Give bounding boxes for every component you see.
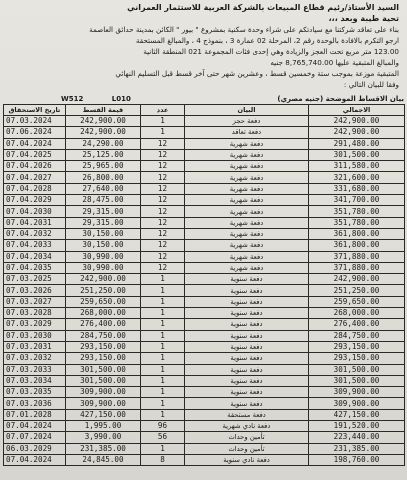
cell-total: 301,500.00 [309, 149, 405, 160]
cell-date: 07.04.2033 [4, 240, 66, 251]
cell-date: 07.04.2024 [4, 421, 66, 432]
cell-value: 1,995.00 [66, 421, 141, 432]
table-row [4, 240, 405, 251]
cell-count: 12 [141, 217, 185, 228]
body-line-2: ارجو التكرم بالافادة بالوحدة رقم 2، المرحلة 02 عمارة 3 ، بنموذج 4 ، والمبالغ المستحقة [135, 36, 399, 45]
cell-total: 309,900.00 [309, 398, 405, 409]
cell-count: 1 [141, 127, 185, 138]
cell-value: 24,290.00 [66, 138, 141, 149]
installments-table-section [3, 95, 404, 466]
table-row [4, 319, 405, 330]
cell-desc: دفعة شهرية [185, 262, 309, 273]
cell-count: 12 [141, 138, 185, 149]
cell-value: 26,800.00 [66, 172, 141, 183]
cell-total: 284,750.00 [309, 330, 405, 341]
cell-value: 251,250.00 [66, 285, 141, 296]
cell-count: 12 [141, 228, 185, 239]
cell-count: 12 [141, 251, 185, 262]
cell-date: 07.04.2027 [4, 172, 66, 183]
cell-date: 07.03.2028 [4, 308, 66, 319]
cell-value: 28,475.00 [66, 195, 141, 206]
cell-date: 07.04.2032 [4, 228, 66, 239]
cell-desc: دفعة سنوية [185, 341, 309, 352]
col-header-date: تاريخ الاستحقاق [4, 105, 66, 116]
table-row [4, 217, 405, 228]
cell-date: 07.07.2024 [4, 432, 66, 443]
cell-total: 371,880.00 [309, 262, 405, 273]
table-row [4, 454, 405, 465]
cell-desc: دفعة مستحقة [185, 409, 309, 420]
cell-total: 309,900.00 [309, 387, 405, 398]
cell-value: 427,150.00 [66, 409, 141, 420]
cell-value: 25,965.00 [66, 161, 141, 172]
cell-date: 07.03.2034 [4, 375, 66, 386]
table-row [4, 195, 405, 206]
cell-value: 276,400.00 [66, 319, 141, 330]
cell-value: 309,900.00 [66, 398, 141, 409]
cell-desc: دفعة سنوية [185, 375, 309, 386]
cell-date: 07.04.2028 [4, 183, 66, 194]
table-row [4, 432, 405, 443]
table-row [4, 251, 405, 262]
cell-count: 12 [141, 240, 185, 251]
cell-date: 07.03.2025 [4, 274, 66, 285]
cell-count: 12 [141, 195, 185, 206]
cell-value: 309,900.00 [66, 387, 141, 398]
cell-desc: دفعة شهرية [185, 195, 309, 206]
cell-desc: دفعة نادي شهرية [185, 421, 309, 432]
cell-desc: دفعة شهرية [185, 217, 309, 228]
cell-count: 1 [141, 341, 185, 352]
cell-date: 07.03.2027 [4, 296, 66, 307]
cell-desc: دفعة شهرية [185, 206, 309, 217]
cell-desc: دفعة سنوية [185, 398, 309, 409]
cell-date: 07.04.2024 [4, 138, 66, 149]
cell-total: 242,900.00 [309, 116, 405, 127]
table-row [4, 127, 405, 138]
cell-total: 242,900.00 [309, 274, 405, 285]
cell-count: 12 [141, 206, 185, 217]
cell-desc: دفعة سنوية [185, 296, 309, 307]
cell-total: 321,600.00 [309, 172, 405, 183]
cell-total: 361,800.00 [309, 228, 405, 239]
cell-desc: دفعة شهرية [185, 172, 309, 183]
cell-date: 07.04.2034 [4, 251, 66, 262]
greeting-line: تحية طيبة وبعد ،،، [328, 14, 399, 23]
cell-total: 191,520.00 [309, 421, 405, 432]
cell-total: 301,500.00 [309, 364, 405, 375]
cell-desc: دفعة نادي سنوية [185, 454, 309, 465]
table-row [4, 183, 405, 194]
addressee-line: السيد الأستاذ/رئيم قطاع المبيعات بالشركة العربية للاستثمار العمراني [127, 3, 399, 12]
cell-date: 07.04.2029 [4, 195, 66, 206]
cell-total: 351,780.00 [309, 206, 405, 217]
table-row [4, 262, 405, 273]
cell-desc: دفعة سنوية [185, 274, 309, 285]
table-row [4, 228, 405, 239]
cell-value: 30,990.00 [66, 251, 141, 262]
cell-desc: تأمين وحدات [185, 432, 309, 443]
table-title: بيان الاقساط الموضحة (جنيه مصري) [277, 95, 404, 103]
cell-count: 1 [141, 308, 185, 319]
cell-value: 25,125.00 [66, 149, 141, 160]
cell-desc: تأمين وحدات [185, 443, 309, 454]
table-row [4, 116, 405, 127]
cell-total: 361,800.00 [309, 240, 405, 251]
letter-header [8, 2, 399, 90]
cell-desc: دفعة سنوية [185, 353, 309, 364]
body-line-1: بناء على تعاقد شركتنا مع سيادتكم على شراء وحدة سكنية بمشروع " بيور " الكائن بمدينة حدائق العاصمة [89, 25, 399, 34]
unit-code-1: W512 [61, 95, 84, 103]
cell-count: 12 [141, 149, 185, 160]
cell-value: 30,150.00 [66, 228, 141, 239]
cell-value: 242,900.00 [66, 116, 141, 127]
remaining-amount-line: والمبالغ المتبقية عليها 8,765,740.00 جنيه [270, 58, 399, 67]
cell-total: 351,780.00 [309, 217, 405, 228]
table-row [4, 375, 405, 386]
cell-count: 56 [141, 432, 185, 443]
cell-total: 293,150.00 [309, 353, 405, 364]
table-row [4, 353, 405, 364]
table-row [4, 149, 405, 160]
cell-value: 301,500.00 [66, 364, 141, 375]
cell-desc: دفعة تعاقد [185, 127, 309, 138]
cell-total: 341,700.00 [309, 195, 405, 206]
cell-total: 242,900.00 [309, 127, 405, 138]
col-header-value: قيمة القسط [66, 105, 141, 116]
cell-desc: دفعة حجز [185, 116, 309, 127]
cell-total: 198,760.00 [309, 454, 405, 465]
cell-total: 291,480.00 [309, 138, 405, 149]
cell-value: 3,990.00 [66, 432, 141, 443]
cell-date: 07.03.2032 [4, 353, 66, 364]
cell-count: 1 [141, 285, 185, 296]
cell-desc: دفعة شهرية [185, 138, 309, 149]
cell-total: 293,150.00 [309, 341, 405, 352]
cell-count: 1 [141, 353, 185, 364]
cell-value: 301,500.00 [66, 375, 141, 386]
cell-value: 242,900.00 [66, 274, 141, 285]
table-row [4, 330, 405, 341]
table-row [4, 341, 405, 352]
cell-date: 07.03.2035 [4, 387, 66, 398]
cell-value: 30,150.00 [66, 240, 141, 251]
cell-date: 07.03.2033 [4, 364, 66, 375]
cell-value: 231,385.00 [66, 443, 141, 454]
cell-value: 259,650.00 [66, 296, 141, 307]
cell-date: 07.03.2031 [4, 341, 66, 352]
cell-date: 07.04.2030 [4, 206, 66, 217]
cell-value: 293,150.00 [66, 353, 141, 364]
cell-total: 259,650.00 [309, 296, 405, 307]
table-row [4, 398, 405, 409]
cell-count: 12 [141, 262, 185, 273]
cell-date: 07.03.2024 [4, 116, 66, 127]
cell-date: 07.04.2035 [4, 262, 66, 273]
body-line-5: وفقا للبيان التالي : [343, 80, 399, 89]
cell-value: 293,150.00 [66, 341, 141, 352]
cell-total: 231,385.00 [309, 443, 405, 454]
cell-count: 1 [141, 375, 185, 386]
col-header-total: الاجمالي [309, 105, 405, 116]
cell-value: 27,640.00 [66, 183, 141, 194]
table-row [4, 443, 405, 454]
table-row [4, 364, 405, 375]
table-row [4, 161, 405, 172]
cell-desc: دفعة سنوية [185, 387, 309, 398]
cell-count: 1 [141, 364, 185, 375]
table-row [4, 296, 405, 307]
table-row [4, 274, 405, 285]
cell-value: 29,315.00 [66, 206, 141, 217]
cell-desc: دفعة شهرية [185, 183, 309, 194]
cell-desc: دفعة سنوية [185, 285, 309, 296]
cell-desc: دفعة شهرية [185, 240, 309, 251]
cell-total: 427,150.00 [309, 409, 405, 420]
cell-date: 07.03.2029 [4, 319, 66, 330]
unit-codes [61, 95, 157, 103]
cell-count: 8 [141, 454, 185, 465]
cell-count: 1 [141, 116, 185, 127]
cell-count: 96 [141, 421, 185, 432]
cell-total: 331,680.00 [309, 183, 405, 194]
cell-value: 242,900.00 [66, 127, 141, 138]
col-header-count: عدد [141, 105, 185, 116]
cell-date: 07.01.2028 [4, 409, 66, 420]
cell-value: 284,750.00 [66, 330, 141, 341]
table-row [4, 206, 405, 217]
cell-date: 07.03.2026 [4, 285, 66, 296]
cell-value: 24,845.00 [66, 454, 141, 465]
cell-count: 1 [141, 330, 185, 341]
cell-desc: دفعة شهرية [185, 251, 309, 262]
cell-desc: دفعة شهرية [185, 161, 309, 172]
cell-desc: دفعة شهرية [185, 149, 309, 160]
cell-total: 251,250.00 [309, 285, 405, 296]
cell-total: 311,580.00 [309, 161, 405, 172]
table-row [4, 409, 405, 420]
col-header-desc: البيان [185, 105, 309, 116]
cell-count: 1 [141, 274, 185, 285]
cell-date: 06.03.2029 [4, 443, 66, 454]
cell-date: 07.03.2030 [4, 330, 66, 341]
cell-value: 268,000.00 [66, 308, 141, 319]
table-row [4, 387, 405, 398]
cell-date: 07.04.2025 [4, 149, 66, 160]
cell-count: 1 [141, 443, 185, 454]
cell-count: 12 [141, 172, 185, 183]
cell-total: 223,440.00 [309, 432, 405, 443]
cell-count: 1 [141, 296, 185, 307]
cell-date: 07.06.2024 [4, 127, 66, 138]
cell-desc: دفعة سنوية [185, 308, 309, 319]
cell-desc: دفعة سنوية [185, 319, 309, 330]
cell-date: 07.04.2031 [4, 217, 66, 228]
table-row [4, 421, 405, 432]
cell-total: 268,000.00 [309, 308, 405, 319]
table-row [4, 285, 405, 296]
body-line-4: المتبقية موزعة بموجب ستة وخمسين قسط ، وعشرين شهر حتى آخر قسط قبل التسليم النهائي [115, 69, 399, 78]
cell-date: 07.04.2024 [4, 454, 66, 465]
cell-total: 276,400.00 [309, 319, 405, 330]
cell-count: 1 [141, 387, 185, 398]
cell-date: 07.03.2036 [4, 398, 66, 409]
cell-desc: دفعة سنوية [185, 364, 309, 375]
cell-total: 301,500.00 [309, 375, 405, 386]
cell-count: 12 [141, 161, 185, 172]
cell-desc: دفعة شهرية [185, 228, 309, 239]
cell-count: 1 [141, 409, 185, 420]
cell-count: 12 [141, 183, 185, 194]
table-row [4, 172, 405, 183]
cell-value: 30,990.00 [66, 262, 141, 273]
cell-count: 1 [141, 319, 185, 330]
cell-desc: دفعة سنوية [185, 330, 309, 341]
cell-total: 371,880.00 [309, 251, 405, 262]
unit-code-2: L010 [111, 95, 131, 103]
table-row [4, 308, 405, 319]
table-row [4, 138, 405, 149]
cell-value: 29,315.00 [66, 217, 141, 228]
cell-count: 1 [141, 398, 185, 409]
cell-date: 07.04.2026 [4, 161, 66, 172]
table-header-row [4, 105, 405, 116]
installments-table [3, 104, 405, 466]
body-line-3: 123.00 متر مربع تحت العجز والزيادة وهي إحدى فئات المجموعة 021 المنطقة الثانية [143, 47, 399, 56]
